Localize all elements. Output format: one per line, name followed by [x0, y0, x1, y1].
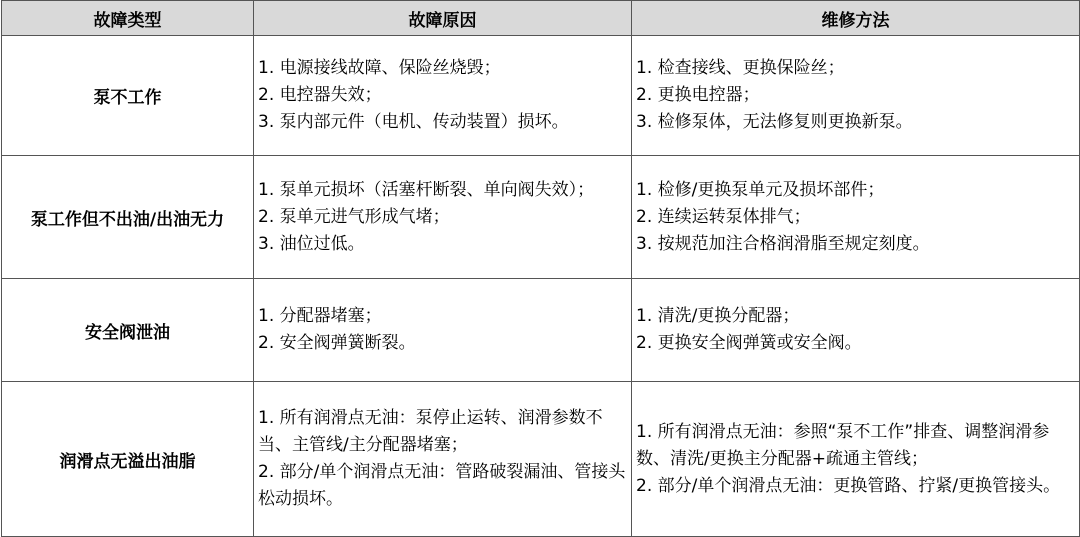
fault-type-cell: 泵工作但不出油/出油无力 — [2, 156, 254, 279]
table-row — [2, 279, 1080, 382]
cause-line: 3. 油位过低。 — [258, 233, 365, 254]
fault-cause-cell — [254, 382, 632, 537]
table-header — [2, 1, 1080, 36]
cause-line: 1. 所有润滑点无油：泵停止运转、润滑参数不当、主管线/主分配器堵塞； — [258, 408, 603, 455]
header-fault-type: 故障类型 — [2, 1, 254, 36]
fault-cause-cell — [254, 279, 632, 382]
table-row — [2, 156, 1080, 279]
fault-cause-cell — [254, 36, 632, 156]
cause-line: 2. 部分/单个润滑点无油：管路破裂漏油、管接头松动损坏。 — [258, 462, 626, 509]
fault-type-cell: 润滑点无溢出油脂 — [2, 382, 254, 537]
repair-method-cell — [632, 279, 1080, 382]
method-line: 1. 检查接线、更换保险丝； — [636, 58, 845, 78]
cause-line: 2. 泵单元进气形成气堵； — [258, 206, 450, 227]
cause-line: 3. 泵内部元件（电机、传动装置）损坏。 — [258, 112, 569, 132]
method-line: 1. 清洗/更换分配器； — [636, 306, 800, 326]
repair-method-cell — [632, 156, 1080, 279]
cause-line: 2. 电控器失效； — [258, 85, 382, 105]
header-repair-method: 维修方法 — [632, 1, 1080, 36]
header-fault-cause: 故障原因 — [254, 1, 632, 36]
table-row — [2, 36, 1080, 156]
method-line: 2. 更换安全阀弹簧或安全阀。 — [636, 333, 862, 353]
method-line: 2. 连续运转泵体排气； — [636, 206, 811, 227]
repair-method-cell — [632, 36, 1080, 156]
method-line: 3. 按规范加注合格润滑脂至规定刻度。 — [636, 233, 930, 254]
table-body — [2, 36, 1080, 537]
fault-type-cell: 泵不工作 — [2, 36, 254, 156]
table-row — [2, 382, 1080, 537]
method-line: 2. 更换电控器； — [636, 85, 760, 105]
cause-line: 1. 泵单元损坏（活塞杆断裂、单向阀失效）； — [258, 179, 595, 200]
header-row — [2, 1, 1080, 36]
fault-cause-cell — [254, 156, 632, 279]
fault-type-cell: 安全阀泄油 — [2, 279, 254, 382]
cause-line: 1. 电源接线故障、保险丝烧毁； — [258, 58, 501, 78]
method-line: 1. 所有润滑点无油：参照“泵不工作”排查、调整润滑参数、清洗/更换主分配器+疏通主管线； — [636, 421, 1050, 469]
method-line: 3. 检修泵体，无法修复则更换新泵。 — [636, 112, 913, 132]
cause-line: 2. 安全阀弹簧断裂。 — [258, 333, 416, 353]
method-line: 1. 检修/更换泵单元及损坏部件； — [636, 179, 885, 200]
repair-method-cell — [632, 382, 1080, 537]
fault-table — [1, 0, 1080, 537]
cause-line: 1. 分配器堵塞； — [258, 306, 382, 326]
method-line: 2. 部分/单个润滑点无油：更换管路、拧紧/更换管接头。 — [636, 475, 1061, 496]
